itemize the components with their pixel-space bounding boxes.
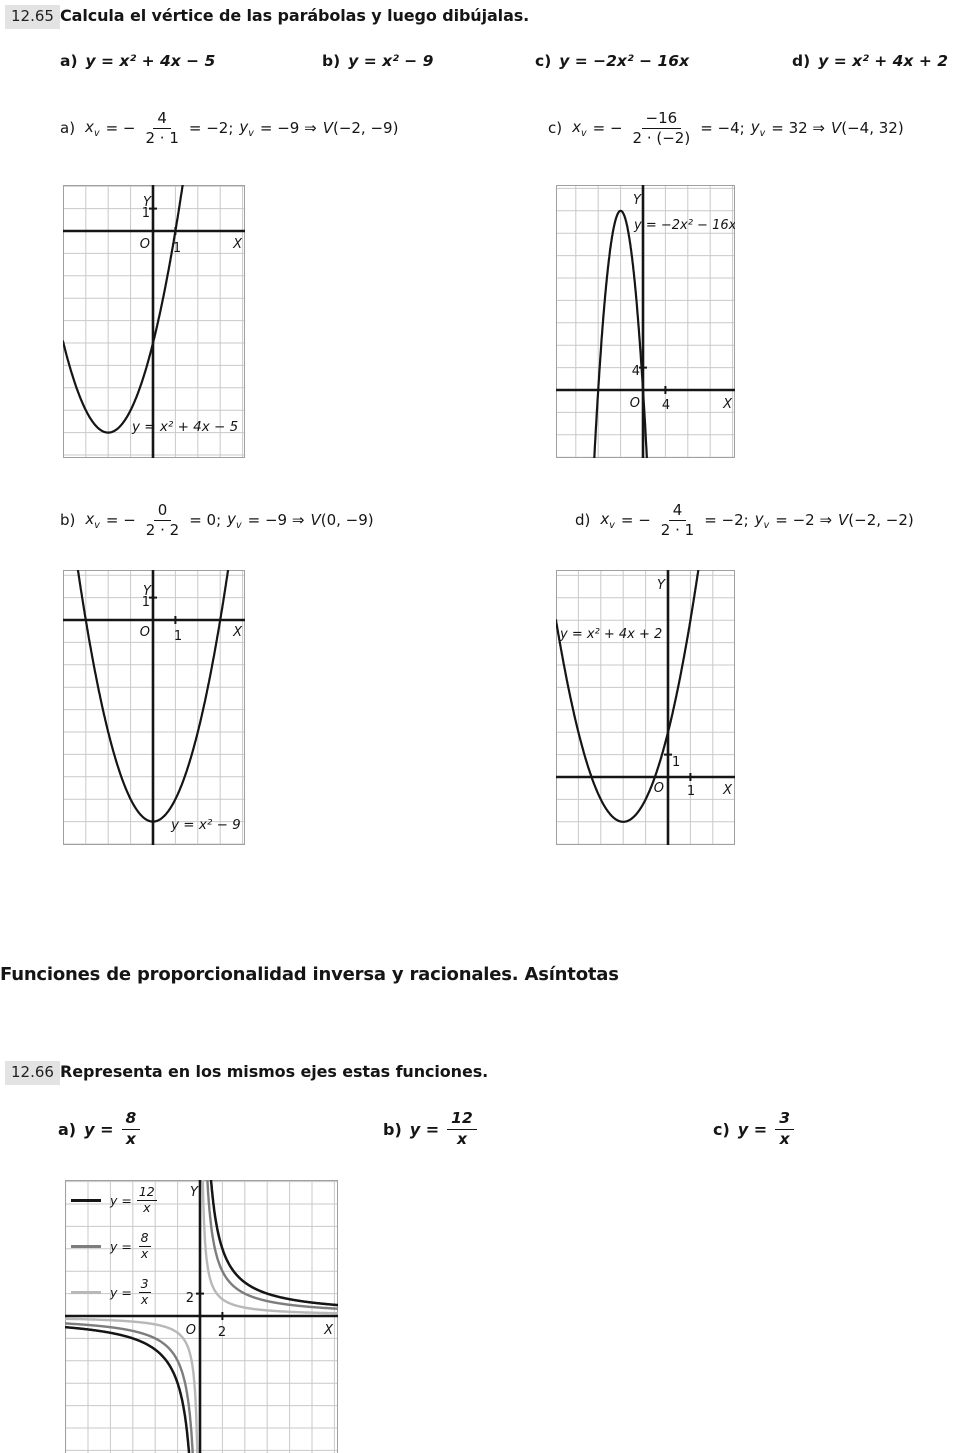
graph-parabola-a — [63, 185, 245, 462]
graph-text: 2 — [185, 1291, 194, 1306]
exercise-statement: Representa en los mismos ejes estas funciones. — [60, 1062, 489, 1081]
denominator: 2 · 1 — [660, 520, 695, 539]
function-lhs: y = — [409, 1119, 440, 1139]
graph-text: y = x² + 4x − 5 — [132, 419, 239, 435]
equation-label: d) — [792, 52, 811, 70]
sub-v: v — [609, 519, 615, 531]
vertex-point — [838, 511, 914, 529]
graph-hyperbolas — [65, 1180, 338, 1453]
graph-text: y = −2x² − 16x — [634, 218, 735, 233]
var-V: V — [322, 119, 333, 137]
denominator: 2 · (−2) — [632, 128, 691, 147]
equation-a — [60, 52, 215, 70]
legend-item-8x — [71, 1228, 157, 1264]
graph-text: O — [139, 237, 150, 252]
var-x: x — [85, 509, 95, 528]
solution-label: d) — [575, 511, 591, 529]
graph-canvas-a — [63, 185, 245, 458]
denominator: x — [456, 1129, 467, 1148]
var-V: V — [831, 119, 842, 137]
graph-text: 1 — [172, 241, 182, 256]
equation-label: b) — [322, 52, 341, 70]
function-label: b) — [383, 1119, 402, 1139]
sub-v: v — [94, 519, 100, 531]
xv-term — [85, 510, 100, 531]
sub-v: v — [248, 127, 254, 139]
equation-formula: y = x² + 4x − 5 — [85, 52, 216, 70]
graph-text: Y — [657, 578, 665, 593]
graph-text: O — [185, 1323, 196, 1338]
graph-text: 1 — [672, 755, 681, 770]
graph-canvas-c — [556, 185, 735, 458]
function-lhs: y = — [737, 1119, 768, 1139]
yv-term — [751, 118, 766, 139]
equals-minus: = − — [105, 119, 136, 137]
denominator: 2 · 2 — [145, 520, 180, 539]
function-lhs: y = — [84, 1119, 114, 1139]
graph-parabola-b — [63, 570, 245, 849]
numerator: 12 — [447, 1109, 477, 1129]
denominator: x — [140, 1245, 149, 1261]
yv-result: = 32 ⇒ — [771, 119, 825, 137]
sub-v: v — [759, 127, 766, 139]
legend-line-8x — [71, 1245, 101, 1248]
numerator: 8 — [122, 1109, 141, 1129]
equation-formula: y = x² − 9 — [348, 52, 434, 70]
solution-label: b) — [60, 511, 76, 529]
sub-v: v — [581, 127, 587, 139]
legend-label — [110, 1231, 152, 1261]
graph-text: Y — [633, 193, 641, 208]
graph-text: Y — [190, 1185, 198, 1200]
graph-text: X — [324, 1323, 333, 1338]
solution-c — [548, 102, 904, 154]
fraction — [137, 1185, 157, 1215]
solution-d — [575, 494, 914, 546]
graph-canvas-b — [63, 570, 245, 845]
sub-v: v — [236, 519, 242, 531]
var-x: x — [600, 509, 610, 528]
vertex-coords: (−2, −9) — [332, 119, 399, 137]
xv-term — [85, 118, 100, 139]
yv-term — [227, 510, 242, 531]
yv-result: = −9 ⇒ — [247, 511, 305, 529]
fraction — [137, 1277, 152, 1307]
graph-parabola-d — [556, 570, 735, 849]
legend-lhs: y = — [110, 1192, 132, 1208]
graph-text: O — [139, 625, 150, 640]
var-x: x — [572, 117, 581, 136]
legend — [71, 1182, 157, 1310]
denominator: x — [125, 1129, 136, 1148]
vertex-point — [310, 511, 373, 529]
equation-label: c) — [535, 52, 552, 70]
function-b — [383, 1100, 477, 1158]
graph-text: 2 — [217, 1325, 227, 1340]
vertex-point — [831, 119, 904, 137]
denominator: x — [779, 1129, 790, 1148]
xv-term — [600, 510, 615, 531]
vertex-coords: (0, −9) — [320, 511, 374, 529]
exercise-number-badge: 12.66 — [5, 1061, 60, 1085]
graph-canvas-d — [556, 570, 735, 845]
legend-item-12x — [71, 1182, 157, 1218]
vertex-coords: (−2, −2) — [848, 511, 914, 529]
graph-text: X — [233, 237, 242, 252]
yv-term — [755, 510, 770, 531]
xv-result: = −4; — [700, 119, 745, 137]
function-label: c) — [713, 1119, 730, 1139]
numerator: 12 — [138, 1184, 155, 1200]
fraction — [629, 109, 695, 148]
denominator: x — [140, 1291, 149, 1307]
exercise-number-badge: 12.65 — [5, 5, 60, 29]
numerator: 8 — [140, 1230, 149, 1246]
equation-formula: y = x² + 4x + 2 — [818, 52, 948, 70]
xv-term — [572, 118, 587, 139]
graph-text: X — [233, 625, 242, 640]
var-y: y — [227, 509, 237, 528]
equation-label: a) — [60, 52, 78, 70]
sub-v: v — [763, 519, 770, 531]
yv-term — [239, 118, 254, 139]
var-y: y — [750, 117, 760, 136]
equals-minus: = − — [620, 511, 651, 529]
section-heading: Funciones de proporcionalidad inversa y racionales. Asíntotas — [0, 964, 619, 985]
numerator: 4 — [153, 109, 171, 129]
graph-text: X — [723, 783, 732, 798]
var-y: y — [239, 117, 249, 136]
graph-text: 4 — [661, 398, 671, 413]
var-V: V — [310, 511, 321, 529]
xv-result: = −2; — [188, 119, 234, 137]
function-a — [58, 1100, 140, 1158]
yv-result: = −2 ⇒ — [775, 511, 833, 529]
vertex-point — [323, 119, 399, 137]
fraction — [447, 1109, 477, 1149]
fraction — [137, 1231, 152, 1261]
graph-text: O — [653, 781, 664, 796]
equals-minus: = − — [592, 119, 623, 137]
var-V: V — [838, 511, 849, 529]
denominator: 2 · 1 — [145, 128, 179, 147]
var-x: x — [85, 117, 94, 136]
xv-result: = −2; — [704, 511, 749, 529]
legend-line-3x — [71, 1291, 101, 1294]
legend-line-12x — [71, 1199, 101, 1202]
numerator: 3 — [140, 1276, 149, 1292]
graph-text: y = x² − 9 — [171, 817, 241, 833]
graph-text: X — [723, 397, 732, 412]
sub-v: v — [93, 127, 100, 139]
numerator: 0 — [154, 501, 172, 521]
numerator: 4 — [669, 501, 687, 521]
yv-result: = −9 ⇒ — [259, 119, 317, 137]
legend-item-3x — [71, 1274, 157, 1310]
fraction — [141, 109, 182, 148]
numerator: 3 — [775, 1109, 794, 1129]
denominator: x — [143, 1199, 151, 1215]
numerator: −16 — [642, 109, 682, 129]
solution-label: a) — [60, 119, 76, 137]
graph-text: O — [629, 396, 640, 411]
vertex-coords: (−4, 32) — [841, 119, 904, 137]
equation-formula: y = −2x² − 16x — [559, 52, 690, 70]
equation-c — [535, 52, 689, 70]
function-c — [713, 1100, 794, 1158]
legend-lhs: y = — [110, 1238, 132, 1254]
fraction — [122, 1109, 141, 1149]
fraction — [657, 501, 698, 540]
legend-label — [110, 1185, 157, 1215]
legend-lhs: y = — [110, 1284, 132, 1300]
graph-text: 1 — [141, 206, 150, 221]
xv-result: = 0; — [189, 511, 222, 529]
equation-b — [322, 52, 433, 70]
graph-text: Y — [143, 584, 151, 599]
graph-parabola-c — [556, 185, 735, 462]
graph-text: 1 — [686, 784, 696, 799]
equation-d — [792, 52, 948, 70]
graph-text: 1 — [173, 629, 183, 644]
graph-text: 4 — [631, 364, 640, 379]
exercise-statement: Calcula el vértice de las parábolas y luego dibújalas. — [60, 6, 530, 25]
graph-text: y = x² + 4x + 2 — [560, 627, 663, 642]
fraction — [775, 1109, 794, 1149]
solution-b — [60, 494, 374, 546]
graph-text: 1 — [141, 595, 150, 610]
solution-a — [60, 102, 398, 154]
equals-minus: = − — [105, 511, 136, 529]
graph-text: Y — [143, 195, 151, 210]
var-y: y — [754, 509, 764, 528]
function-label: a) — [58, 1119, 77, 1139]
solution-label: c) — [548, 119, 563, 137]
fraction — [142, 501, 183, 540]
legend-label — [110, 1277, 152, 1307]
